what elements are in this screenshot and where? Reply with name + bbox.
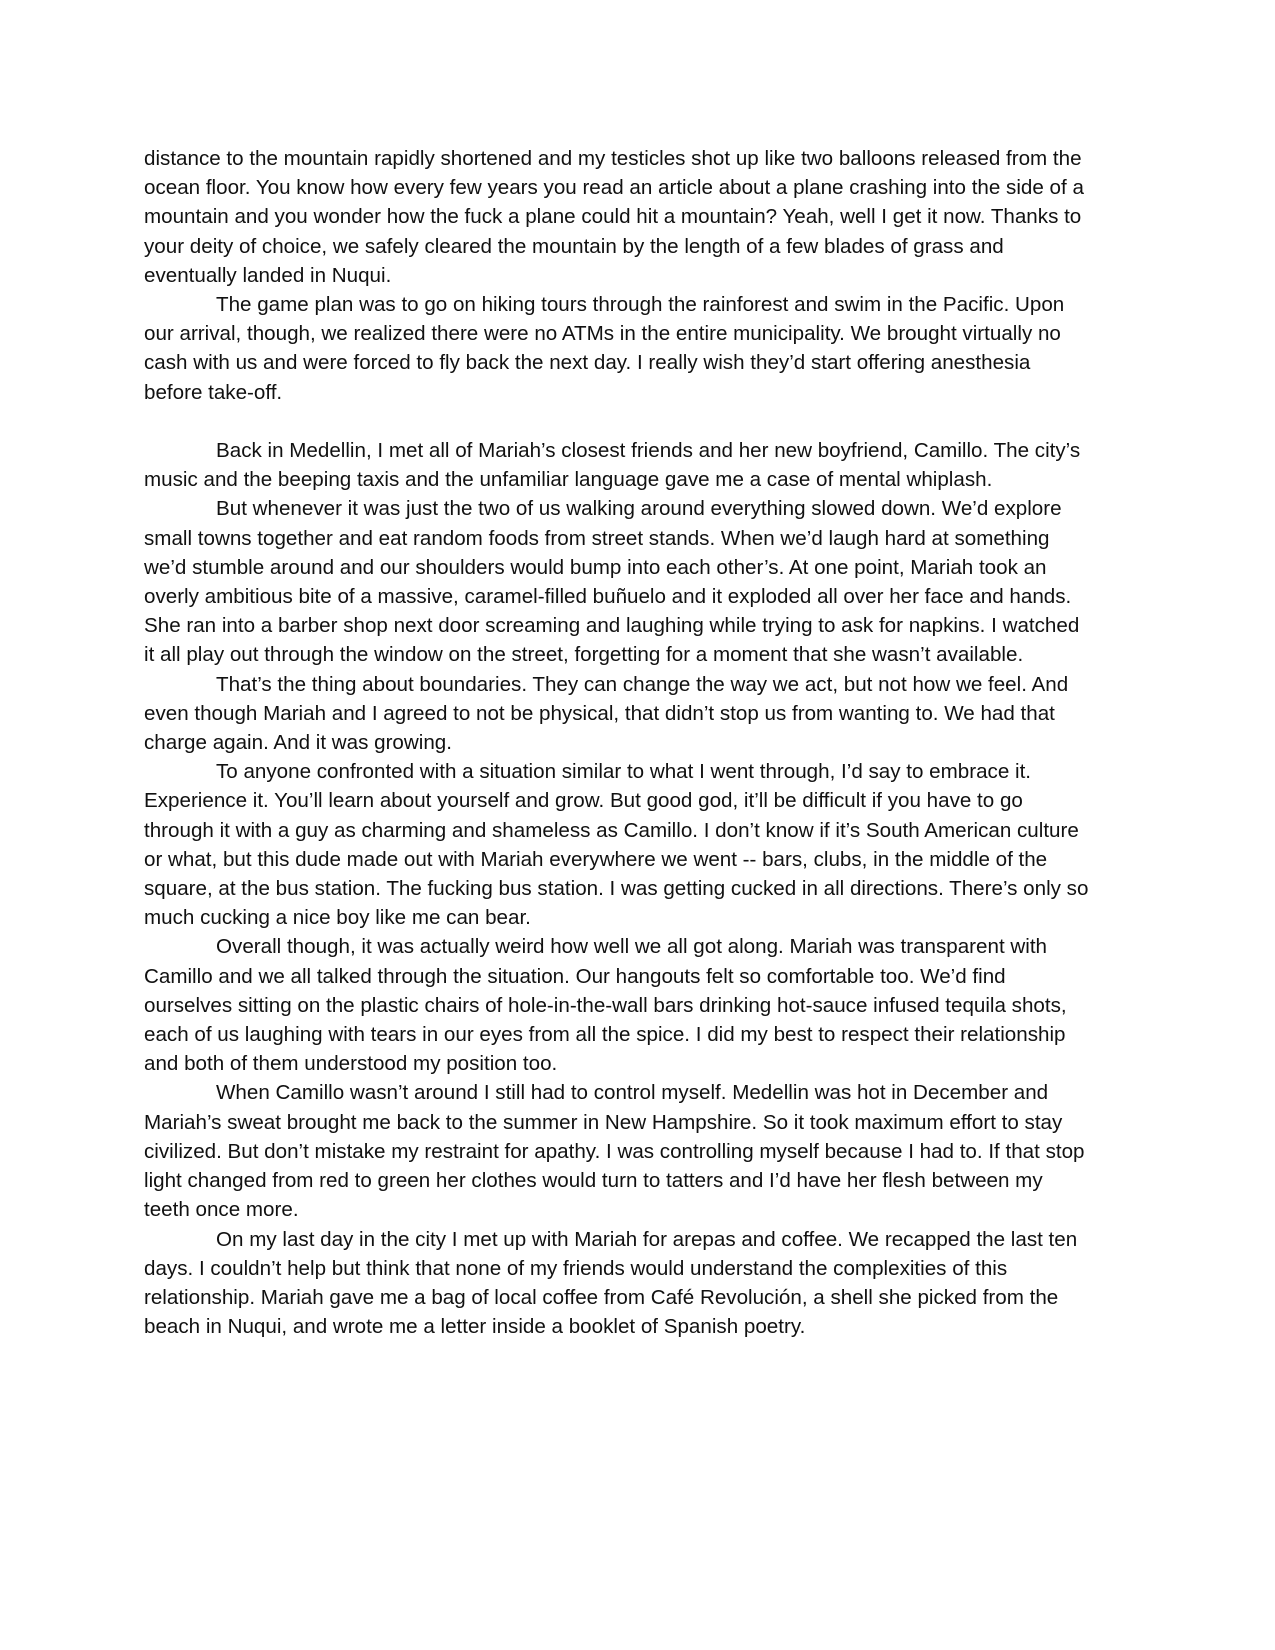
paragraph-1: distance to the mountain rapidly shortened and my testicles shot up like two balloons released from the ocean floor. You know how every few years you read an article about a plane crashing into the side of a mountain and you wonder how the fuck a plane could hit a mountain? Yeah, well I get it now. Thanks to your deity of choice, we safely cleared the mountain by the length of a few blades of grass and eventually landed in Nuqui. bbox=[144, 147, 1084, 287]
paragraph-4: But whenever it was just the two of us walking around everything slowed down. We’d explore small towns together and eat random foods from street stands. When we’d laugh hard at something we’d stumble around and our shoulders would bump into each other’s. At one point, Mariah took an overly ambitious bite of a massive, caramel-filled buñuelo and it exploded all over her face and hands. She ran into a barber shop next door screaming and laughing while trying to ask for napkins. I watched it all play out through the window on the street, forgetting for a moment that she wasn’t available. bbox=[144, 497, 1080, 667]
paragraph-5: That’s the thing about boundaries. They can change the way we act, but not how we feel. And even though Mariah and I agreed to not be physical, that didn’t stop us from wanting to. We had that charge again. And it was growing. bbox=[144, 672, 1069, 755]
document-page bbox=[144, 144, 1094, 1341]
paragraph-8: When Camillo wasn’t around I still had to control myself. Medellin was hot in December and Mariah’s sweat brought me back to the summer in New Hampshire. So it took maximum effort to stay civilized. But don’t mistake my restraint for apathy. I was controlling myself because I had to. If that stop light changed from red to green her clothes would turn to tatters and I’d have her flesh between my teeth once more. bbox=[144, 1081, 1085, 1222]
paragraph-7: Overall though, it was actually weird how well we all got along. Mariah was transparent with Camillo and we all talked through the situation. Our hangouts felt so comfortable too. We’d find ourselves sitting on the plastic chairs of hole-in-the-wall bars drinking hot-sauce infused tequila shots, each of us laughing with tears in our eyes from all the spice. I did my best to respect their relationship and both of them understood my position too. bbox=[144, 935, 1067, 1076]
paragraph-3: Back in Medellin, I met all of Mariah’s closest friends and her new boyfriend, Camillo. The city’s music and the beeping taxis and the unfamiliar language gave me a case of mental whiplash. bbox=[144, 439, 1081, 492]
paragraph-9: On my last day in the city I met up with Mariah for arepas and coffee. We recapped the last ten days. I couldn’t help but think that none of my friends would understand the complexities of this relationship. Mariah gave me a bag of local coffee from Café Revolución, a shell she picked from the beach in Nuqui, and wrote me a letter inside a booklet of Spanish poetry. bbox=[144, 1227, 1078, 1339]
section-break bbox=[144, 407, 1094, 436]
paragraph-2: The game plan was to go on hiking tours through the rainforest and swim in the Pacific. Upon our arrival, though, we realized there were no ATMs in the entire municipality. We brought virtually no cash with us and were forced to fly back the next day. I really wish they’d start offering anesthesia before take-off. bbox=[144, 293, 1065, 404]
paragraph-6: To anyone confronted with a situation similar to what I went through, I’d say to embrace it. Experience it. You’ll learn about yourself and grow. But good god, it’ll be difficult if you have to go through it with a guy as charming and shameless as Camillo. I don’t know if it’s South American culture or what, but this dude made out with Mariah everywhere we went -- bars, clubs, in the middle of the square, at the bus station. The fucking bus station. I was getting cucked in all directions. There’s only so much cucking a nice boy like me can bear. bbox=[144, 760, 1089, 930]
